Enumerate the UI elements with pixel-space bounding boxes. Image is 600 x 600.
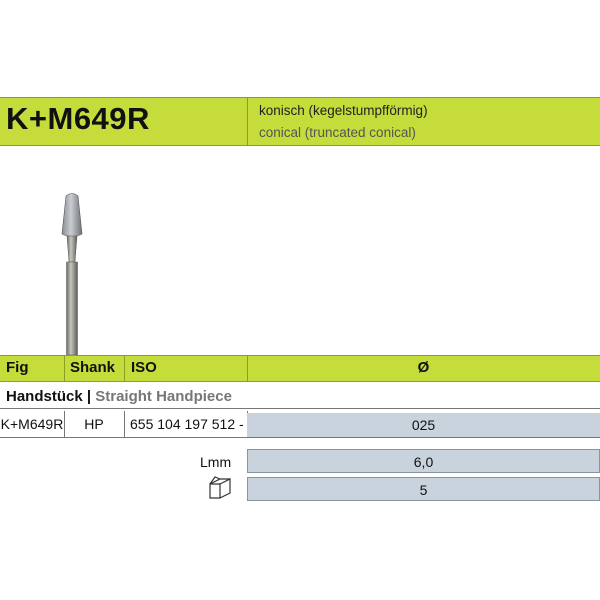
column-separator bbox=[64, 355, 65, 382]
section-title-german: Handstück bbox=[6, 388, 83, 405]
bur-illustration bbox=[40, 190, 110, 355]
lmm-label: Lmm bbox=[200, 454, 232, 470]
column-header-diameter: Ø bbox=[417, 359, 430, 376]
header-divider bbox=[247, 97, 248, 146]
column-header-fig: Fig bbox=[6, 359, 29, 376]
row-diameter: 025 bbox=[247, 413, 600, 437]
row-iso: 655 104 197 512 - bbox=[130, 416, 244, 432]
row-fig: K+M649R bbox=[0, 416, 64, 432]
box-icon bbox=[207, 475, 235, 501]
section-title bbox=[6, 388, 232, 405]
lmm-value: 6,0 bbox=[247, 449, 600, 473]
column-separator bbox=[124, 355, 125, 382]
description-german: konisch (kegelstumpfförmig) bbox=[259, 103, 428, 118]
column-header-iso: ISO bbox=[131, 359, 157, 376]
section-separator: | bbox=[86, 388, 92, 405]
column-header-shank: Shank bbox=[70, 359, 116, 376]
section-title-english: Straight Handpiece bbox=[95, 388, 232, 405]
description-english: conical (truncated conical) bbox=[259, 125, 416, 140]
product-code: K+M649R bbox=[6, 101, 150, 136]
row-shank: HP bbox=[84, 416, 104, 432]
pack-quantity: 5 bbox=[247, 477, 600, 501]
